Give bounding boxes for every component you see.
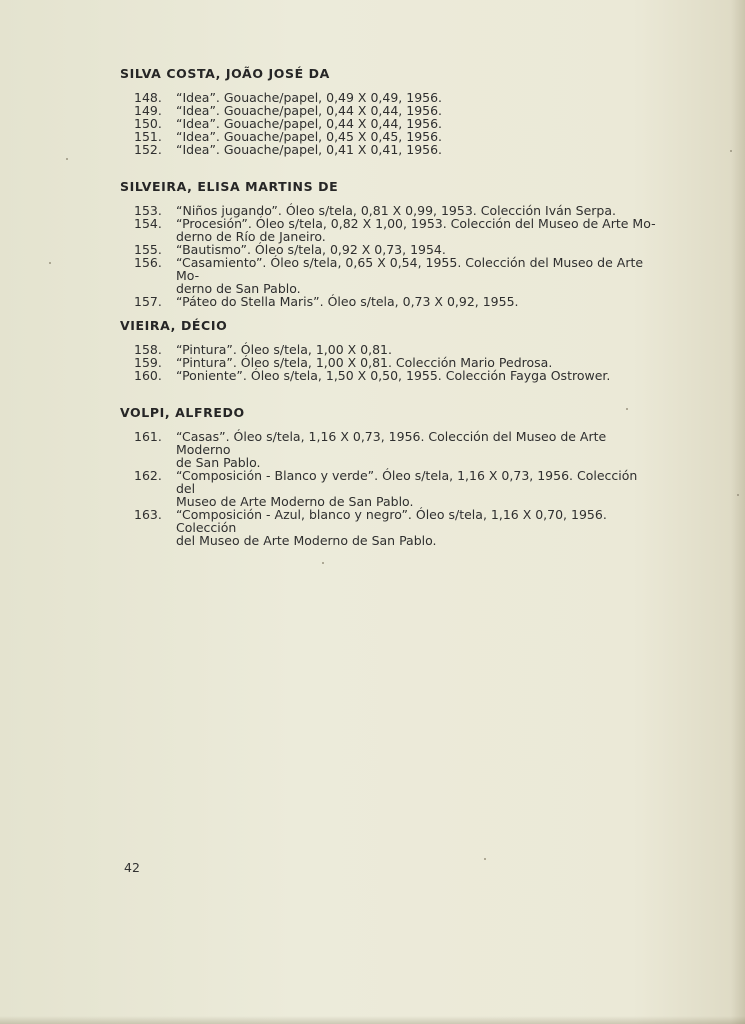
artist-heading: SILVA COSTA, JOÃO JOSÉ DA (120, 66, 330, 81)
entry-line: “Casas”. Óleo s/tela, 1,16 X 0,73, 1956. Colección del Museo de Arte Moderno (176, 429, 607, 457)
paper-speck (484, 858, 486, 860)
entry-line: “Casamiento”. Óleo s/tela, 0,65 X 0,54, 1955. Colección del Museo de Arte Mo- (176, 255, 644, 283)
paper-speck (730, 150, 732, 152)
paper-speck (66, 158, 68, 160)
entry-number: 152. (134, 142, 162, 157)
artist-heading: SILVEIRA, ELISA MARTINS DE (120, 179, 339, 194)
entry-number: 162. (134, 468, 162, 483)
entry-line: “Idea”. Gouache/papel, 0,44 X 0,44, 1956. (176, 116, 443, 131)
catalog-entry (120, 469, 660, 508)
page-edge-shadow-right (731, 0, 745, 1024)
entry-line: “Procesión”. Óleo s/tela, 0,82 X 1,00, 1953. Colección del Museo de Arte Mo- (176, 216, 656, 231)
paper-speck (49, 262, 51, 264)
artist-heading: VOLPI, ALFREDO (120, 405, 245, 420)
entry-number: 158. (134, 342, 162, 357)
entry-number: 153. (134, 203, 162, 218)
entry-line: “Niños jugando”. Óleo s/tela, 0,81 X 0,99, 1953. Colección Iván Serpa. (176, 203, 616, 218)
catalog-entry (120, 295, 660, 308)
entry-number: 148. (134, 90, 162, 105)
artist-section (120, 318, 660, 382)
entry-line: “Poniente”. Óleo s/tela, 1,50 X 0,50, 1955. Colección Fayga Ostrower. (176, 368, 611, 383)
artist-section (120, 66, 660, 156)
catalog-entry (120, 369, 660, 382)
entry-line: Museo de Arte Moderno de San Pablo. (176, 494, 414, 509)
entry-number: 155. (134, 242, 162, 257)
entry-line: “Idea”. Gouache/papel, 0,41 X 0,41, 1956. (176, 142, 443, 157)
entry-list (120, 343, 660, 382)
entry-line: “Composición - Azul, blanco y negro”. Óleo s/tela, 1,16 X 0,70, 1956. Colección (176, 507, 607, 535)
entry-number: 150. (134, 116, 162, 131)
artist-section (120, 179, 660, 308)
artist-heading: VIEIRA, DÉCIO (120, 318, 228, 333)
entry-number: 156. (134, 255, 162, 270)
entry-number: 160. (134, 368, 162, 383)
entry-line: “Idea”. Gouache/papel, 0,45 X 0,45, 1956. (176, 129, 443, 144)
entry-line: “Bautismo”. Óleo s/tela, 0,92 X 0,73, 1954. (176, 242, 446, 257)
entry-number: 157. (134, 294, 162, 309)
entry-line: derno de San Pablo. (176, 281, 301, 296)
entry-number: 161. (134, 429, 162, 444)
catalog-entry (120, 217, 660, 243)
entry-line: “Páteo do Stella Maris”. Óleo s/tela, 0,73 X 0,92, 1955. (176, 294, 519, 309)
entry-list (120, 91, 660, 156)
catalog-entry (120, 430, 660, 469)
entry-number: 149. (134, 103, 162, 118)
entry-number: 159. (134, 355, 162, 370)
catalog-entry (120, 256, 660, 295)
entry-line: “Composición - Blanco y verde”. Óleo s/tela, 1,16 X 0,73, 1956. Colección del (176, 468, 638, 496)
entry-line: “Idea”. Gouache/papel, 0,44 X 0,44, 1956. (176, 103, 443, 118)
entry-list (120, 204, 660, 308)
entry-number: 163. (134, 507, 162, 522)
catalog-entry (120, 143, 660, 156)
paper-speck (737, 494, 739, 496)
paper-speck (626, 408, 628, 410)
entry-line: “Pintura”. Óleo s/tela, 1,00 X 0,81. Colección Mario Pedrosa. (176, 355, 553, 370)
entry-line: de San Pablo. (176, 455, 261, 470)
entry-line: del Museo de Arte Moderno de San Pablo. (176, 533, 437, 548)
entry-line: “Pintura”. Óleo s/tela, 1,00 X 0,81. (176, 342, 392, 357)
entry-list (120, 430, 660, 547)
page-edge-shadow-bottom (0, 1016, 745, 1024)
entry-number: 151. (134, 129, 162, 144)
entry-line: “Idea”. Gouache/papel, 0,49 X 0,49, 1956. (176, 90, 443, 105)
entry-line: derno de Río de Janeiro. (176, 229, 326, 244)
paper-speck (322, 562, 324, 564)
artist-section (120, 405, 660, 547)
catalog-entry (120, 508, 660, 547)
page-number: 42 (124, 860, 140, 875)
entry-number: 154. (134, 216, 162, 231)
